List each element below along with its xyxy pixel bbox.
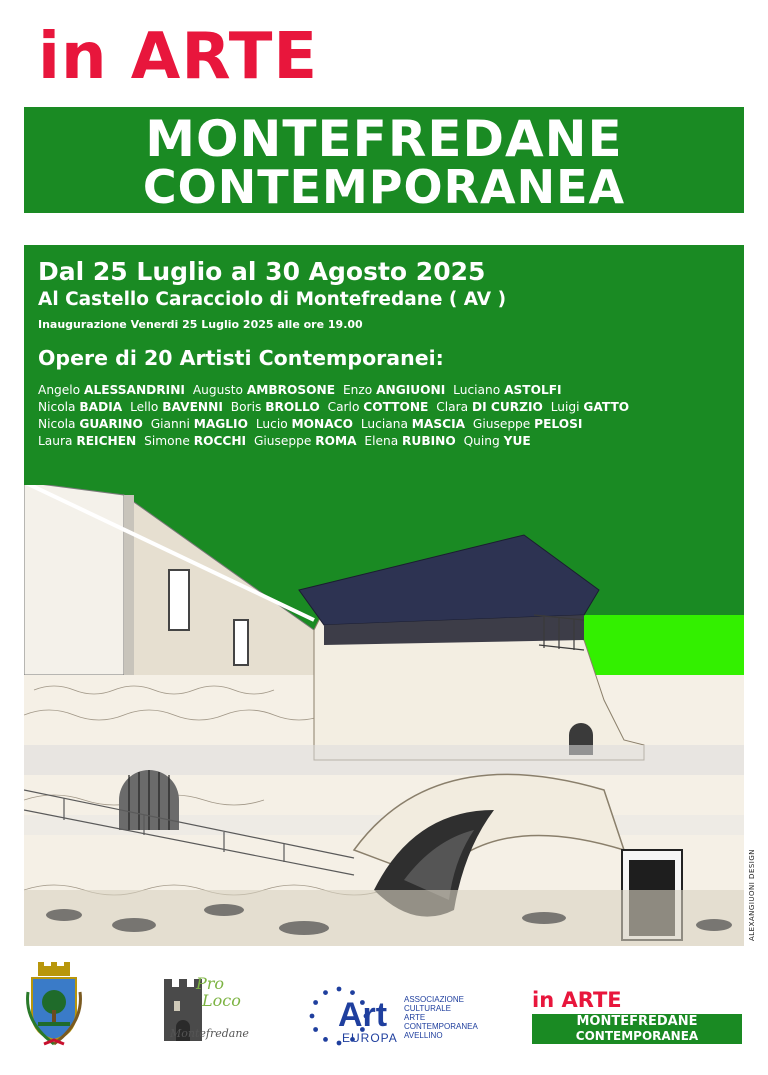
small-title-line-2: CONTEMPORANEA [575,1029,699,1043]
artist-item: Enzo ANGIUONI [342,383,446,397]
artist-row [38,382,738,399]
artist-item: Quing YUE [463,434,531,448]
artist-row [38,399,738,416]
artist-item: Simone ROCCHI [144,434,247,448]
artist-item: Angelo ALESSANDRINI [38,383,185,397]
artist-item: Giuseppe PELOSI [472,417,583,431]
artist-item: Clara DI CURZIO [436,400,543,414]
event-info-panel [24,245,744,485]
europa-wordmark: EUROPA [342,1031,398,1045]
proloco-logo [160,975,260,1050]
artist-item: Luigi GATTO [550,400,630,414]
artist-item: Augusto AMBROSONE [192,383,336,397]
artist-item: Laura REICHEN [38,434,137,448]
artist-list [38,382,738,450]
title-line-1: MONTEFREDANE [145,110,623,168]
event-dates: Dal 25 Luglio al 30 Agosto 2025 [38,257,486,286]
artist-item: Elena RUBINO [364,434,456,448]
artist-item: Boris BROLLO [230,400,320,414]
artist-item: Nicola BADIA [38,400,123,414]
proloco-town: Montefredane [170,1027,249,1040]
proloco-pro: Pro [196,974,225,993]
artist-item: Gianni MAGLIO [150,417,248,431]
artist-item: Lello BAVENNI [130,400,223,414]
event-title: in ARTE [38,20,319,94]
artist-item: Carlo COTTONE [327,400,429,414]
art-wordmark: Art [338,996,388,1034]
proloco-loco: Loco [202,991,241,1010]
title-banner [24,107,744,213]
event-inauguration: Inaugurazione Venerdi 25 Luglio 2025 alle ore 19.00 [38,318,363,331]
works-heading: Opere di 20 Artisti Contemporanei: [38,346,444,370]
designer-credit: ALEXANGIUONI DESIGN [748,848,756,942]
artist-row [38,416,738,433]
art-europa-logo [306,983,486,1049]
event-logo-small [532,988,742,1044]
small-title-red: in ARTE [532,988,622,1012]
artist-row [38,433,738,450]
small-title-box [532,1014,742,1044]
artist-item: Giuseppe ROMA [253,434,357,448]
artist-item: Luciano ASTOLFI [453,383,562,397]
artist-item: Nicola GUARINO [38,417,143,431]
coat-of-arms-logo [24,962,84,1052]
association-text: ASSOCIAZIONE CULTURALE ARTE CONTEMPORANEA AVELLINO [404,995,478,1040]
artist-item: Luciana MASCIA [360,417,466,431]
title-line-2: CONTEMPORANEA [142,160,626,214]
event-venue: Al Castello Caracciolo di Montefredane ( AV ) [38,289,507,310]
artist-item: Lucio MONACO [255,417,353,431]
castle-photo [24,470,744,946]
small-title-line-1: MONTEFREDANE [576,1014,698,1029]
